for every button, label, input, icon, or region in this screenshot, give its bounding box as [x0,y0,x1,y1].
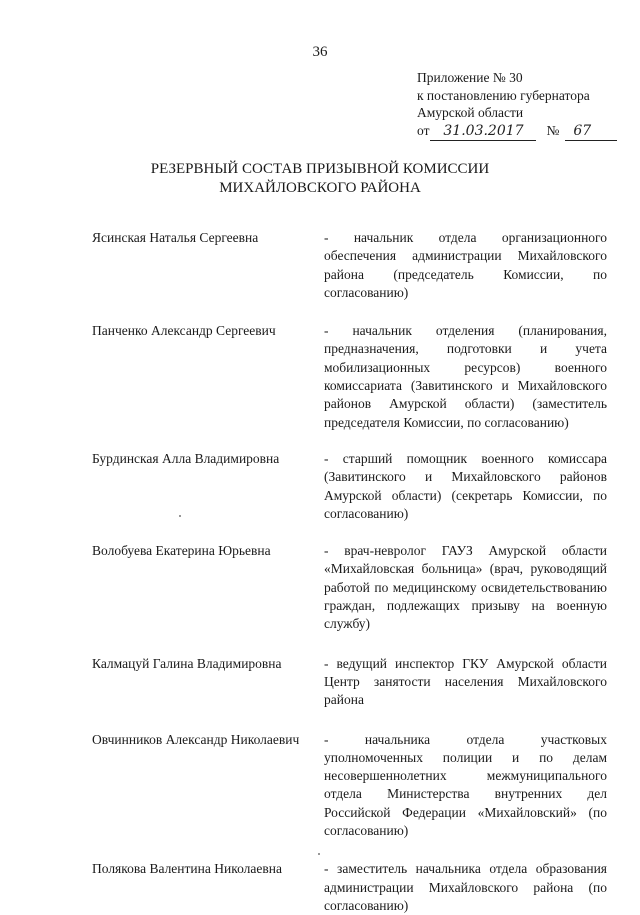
title-line-2: МИХАЙЛОВСКОГО РАЙОНА [219,180,421,196]
member-entry [92,655,612,710]
member-entry [92,860,612,915]
member-name: Ясинская Наталья Сергеевна [92,230,259,245]
document-title [0,160,640,198]
appendix-block [417,69,632,141]
member-name: Волобуева Екатерина Юрьевна [92,543,271,559]
title-line-1: РЕЗЕРВНЫЙ СОСТАВ ПРИЗЫВНОЙ КОМИССИИ [150,161,490,177]
member-entry [92,229,612,302]
decree-date-handwritten: 31.03.2017 [430,123,536,142]
member-role: - старший помощник военного комиссара (Завитинского и Михайловского районов Амурской области) (секретарь Комиссии, по согласованию) [324,450,607,521]
member-entry [92,322,612,432]
member-name: Калмацуй Галина Владимировна [92,655,282,671]
decree-date-number-line [417,122,632,142]
member-name: Овчинников Александр Николаевич [92,731,300,747]
member-role: - начальник отделения (планирования, предназначения, подготовки и учета мобилизационных ресурсов) военного комиссариата (Завитинского и Михайловского районов Амурской области) (заместитель председателя Комиссии, по согласованию) [324,323,607,430]
member-entry [92,542,612,633]
member-name: Бурдинская Алла Владимировна [92,450,280,466]
appendix-decree-ref: к постановлению губернатора [417,87,590,103]
date-prefix: от [417,122,430,138]
members-list [92,229,612,915]
member-role: - врач-невролог ГАУЗ Амурской области «Михайловская больница» (врач, руководящий работой по медицинскому освидетельствованию граждан, подлежащих призыву на военную службу) [324,543,607,632]
member-name: Панченко Александр Сергеевич [92,323,276,339]
decree-number-handwritten: 67 [565,123,617,142]
scan-speck [179,515,181,517]
member-role: - заместитель начальника отдела образования администрации Михайловского района (по согласованию) [324,861,607,913]
number-label: № [546,122,560,138]
page-number: 36 [312,44,328,60]
member-name: Полякова Валентина Николаевна [92,861,282,877]
member-role: - начальник отдела организационного обеспечения администрации Михайловского района (председатель Комиссии, по согласованию) [324,230,607,300]
member-role: - ведущий инспектор ГКУ Амурской области Центр занятости населения Михайловского района [324,655,607,708]
member-entry [92,731,612,841]
appendix-title: Приложение № 30 [417,70,523,85]
member-role: - начальника отдела участковых уполномоченных полиции и по делам несовершеннолетних межмуниципального отдела Министерства внутренних дел Российской Федерации «Михайловский» (по согласованию) [324,731,607,839]
scan-speck [318,853,320,855]
member-entry [92,450,612,523]
appendix-region: Амурской области [417,105,524,120]
